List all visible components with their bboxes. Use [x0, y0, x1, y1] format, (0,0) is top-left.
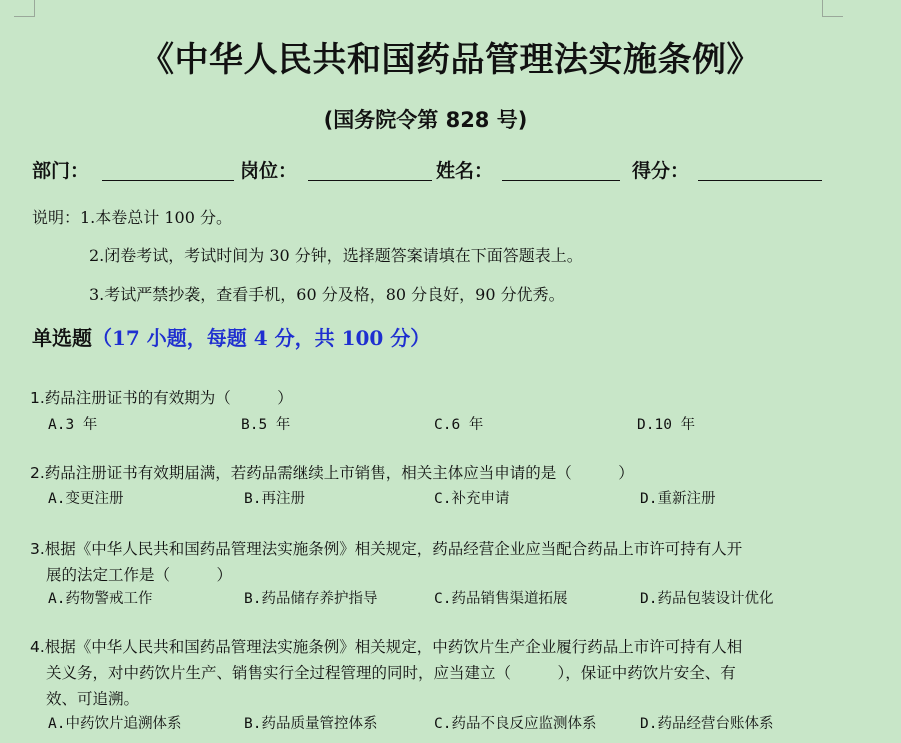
option-d[interactable]: D.药品包装设计优化	[640, 591, 774, 607]
option-c[interactable]: C.药品不良反应监测体系	[434, 716, 597, 732]
page-corner-mark-right	[822, 0, 843, 17]
option-b[interactable]: B.药品质量管控体系	[244, 716, 378, 732]
question-4-line-2: 关义务，对中药饮片生产、销售实行全过程管理的同时，应当建立（ ），保证中药饮片安全、有	[46, 664, 736, 682]
section-heading	[32, 322, 430, 351]
option-a[interactable]: A.药物警戒工作	[48, 591, 153, 607]
name-label: 姓名：	[436, 160, 494, 182]
option-c[interactable]: C.药品销售渠道拓展	[434, 591, 568, 607]
question-4	[30, 634, 742, 712]
option-b[interactable]: B.5 年	[241, 417, 291, 433]
document-title: 《中华人民共和国药品管理法实施条例》	[140, 40, 761, 80]
option-c[interactable]: C.6 年	[434, 417, 484, 433]
question-2-line-1: 2.药品注册证书有效期届满，若药品需继续上市销售，相关主体应当申请的是（ ）	[30, 464, 634, 482]
question-2-options	[48, 487, 848, 507]
question-3-options	[48, 587, 848, 607]
option-a[interactable]: A.中药饮片追溯体系	[48, 716, 182, 732]
post-blank[interactable]	[308, 180, 432, 181]
option-d[interactable]: D.重新注册	[640, 491, 716, 507]
question-1	[30, 386, 293, 408]
post-label: 岗位：	[240, 160, 298, 182]
note-3: 3.考试严禁抄袭，查看手机，60 分及格，80 分良好，90 分优秀。	[89, 285, 565, 304]
question-4-line-3: 效、可追溯。	[46, 690, 140, 708]
document-subtitle: (国务院令第 828 号)	[323, 108, 528, 132]
option-a[interactable]: A.3 年	[48, 417, 98, 433]
exam-info-line	[32, 156, 832, 186]
question-3-line-1: 3.根据《中华人民共和国药品管理法实施条例》相关规定，药品经营企业应当配合药品上市许可持有人开	[30, 540, 743, 558]
dept-label: 部门：	[32, 160, 90, 182]
note-2: 2.闭卷考试，考试时间为 30 分钟，选择题答案请填在下面答题表上。	[89, 246, 583, 265]
option-b[interactable]: B.药品储存养护指导	[244, 591, 378, 607]
option-a[interactable]: A.变更注册	[48, 491, 124, 507]
question-2	[30, 461, 634, 483]
question-4-options	[48, 712, 848, 732]
question-4-line-1: 4.根据《中华人民共和国药品管理法实施条例》相关规定，中药饮片生产企业履行药品上市许可持有人相	[30, 638, 743, 656]
question-3-line-2: 展的法定工作是（ ）	[46, 566, 233, 584]
score-label: 得分：	[632, 160, 690, 182]
option-c[interactable]: C.补充申请	[434, 491, 510, 507]
question-1-line-1: 1.药品注册证书的有效期为（ ）	[30, 389, 293, 407]
section-label: 单选题	[32, 326, 92, 350]
name-blank[interactable]	[502, 180, 620, 181]
option-d[interactable]: D.10 年	[637, 417, 696, 433]
score-blank[interactable]	[698, 180, 822, 181]
option-d[interactable]: D.药品经营台账体系	[640, 716, 774, 732]
question-3	[30, 536, 742, 588]
section-detail: （17 小题，每题 4 分，共 100 分）	[92, 326, 431, 350]
option-b[interactable]: B.再注册	[244, 491, 305, 507]
dept-blank[interactable]	[102, 180, 234, 181]
question-1-options	[48, 413, 848, 433]
page-corner-mark-left	[14, 0, 35, 17]
note-1: 说明：1.本卷总计 100 分。	[32, 208, 232, 227]
